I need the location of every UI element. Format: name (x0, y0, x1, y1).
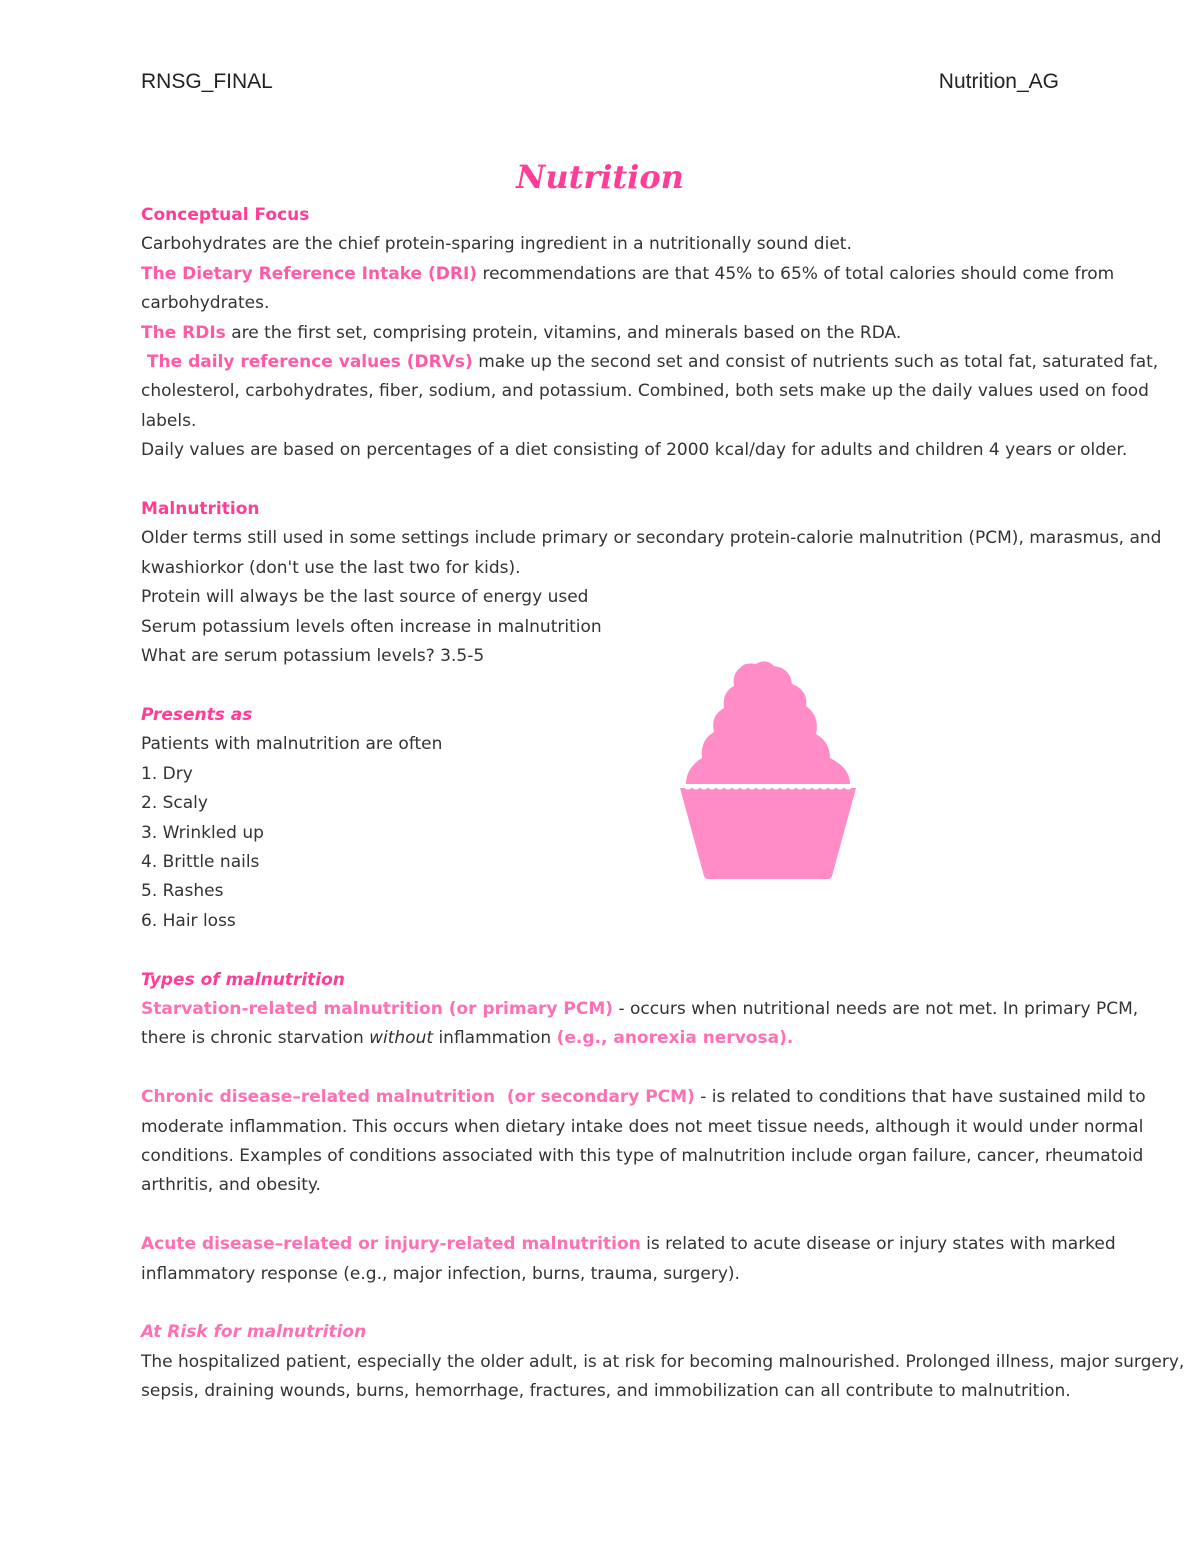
dri-term: The Dietary Reference Intake (DRI) (141, 263, 478, 284)
starvation-text-3: inflammation (433, 1028, 557, 1049)
presents-as-intro: Patients with malnutrition are often (141, 734, 443, 755)
chronic-line-3: conditions. Examples of conditions associated with this type of malnutrition include organ failure, cancer, rheumatoid (141, 1145, 1144, 1166)
dri-text: recommendations are that 45% to 65% of total calories should come from (477, 263, 1115, 284)
drv-text: make up the second set and consist of nutrients such as total fat, saturated fat, (472, 352, 1159, 373)
chronic-term: Chronic disease–related malnutrition (or secondary PCM) (141, 1087, 695, 1108)
starvation-line-2 (141, 1024, 1066, 1053)
starvation-text: - occurs when nutritional needs are not met. In primary PCM, (613, 998, 1139, 1019)
daily-values-line: Daily values are based on percentages of a diet consisting of 2000 kcal/day for adults and children 4 years or older. (141, 440, 1128, 461)
drv-line-3: labels. (141, 410, 197, 431)
conceptual-focus-heading: Conceptual Focus (141, 205, 310, 225)
list-item: 3. Wrinkled up (141, 822, 264, 843)
acute-line-1 (141, 1230, 1116, 1259)
at-risk-heading: At Risk for malnutrition (141, 1322, 367, 1343)
page-header (141, 70, 1059, 100)
acute-term: Acute disease–related or injury-related malnutrition (141, 1234, 641, 1255)
cupcake-image (678, 660, 858, 880)
rdi-text: are the first set, comprising protein, vitamins, and minerals based on the RDA. (225, 322, 902, 343)
malnutrition-line-4: Serum potassium levels often increase in malnutrition (141, 616, 602, 637)
acute-text: is related to acute disease or injury states with marked (640, 1234, 1116, 1255)
header-left-text: RNSG_FINAL (141, 70, 273, 93)
list-item: 1. Dry (141, 763, 193, 784)
dri-line (141, 260, 1115, 289)
document-title: Nutrition (516, 158, 684, 196)
document-body (141, 201, 1185, 1407)
cupcake-edge (684, 786, 852, 789)
rdi-term: The RDIs (141, 322, 226, 343)
starvation-text-2: there is chronic starvation (141, 1028, 370, 1049)
dri-line-2: carbohydrates. (141, 293, 270, 314)
rdi-line (141, 319, 1066, 348)
malnutrition-heading: Malnutrition (141, 499, 260, 520)
at-risk-line-2: sepsis, draining wounds, burns, hemorrhage, fractures, and immobilization can all contribute to malnutrition. (141, 1381, 1071, 1402)
starvation-emphasis: without (369, 1028, 434, 1049)
types-heading: Types of malnutrition (141, 969, 345, 990)
starvation-term: Starvation-related malnutrition (or primary PCM) (141, 998, 614, 1019)
acute-line-2: inflammatory response (e.g., major infection, burns, trauma, surgery). (141, 1263, 740, 1284)
list-item: 4. Brittle nails (141, 851, 260, 872)
drv-line (141, 348, 1159, 377)
chronic-line-4: arthritis, and obesity. (141, 1175, 321, 1196)
list-item: 2. Scaly (141, 793, 208, 814)
chronic-line-1 (141, 1083, 1146, 1112)
malnutrition-line-5: What are serum potassium levels? 3.5-5 (141, 646, 485, 667)
chronic-text: - is related to conditions that have sustained mild to (694, 1087, 1146, 1108)
malnutrition-line-2: kwashiorkor (don't use the last two for kids). (141, 557, 521, 578)
list-item: 6. Hair loss (141, 910, 236, 931)
malnutrition-line-1: Older terms still used in some settings include primary or secondary protein-calorie malnutrition (PCM), marasmus, and (141, 528, 1162, 549)
drv-term: The daily reference values (DRVs) (141, 352, 473, 373)
chronic-line-2: moderate inflammation. This occurs when dietary intake does not meet tissue needs, although it would under normal (141, 1116, 1144, 1137)
header-right-text: Nutrition_AG (938, 70, 1059, 93)
at-risk-line-1: The hospitalized patient, especially the older adult, is at risk for becoming malnourished. Prolonged illness, major surgery, (141, 1351, 1185, 1372)
starvation-example: (e.g., anorexia nervosa). (556, 1028, 794, 1049)
starvation-line-1 (141, 995, 1139, 1024)
list-item: 5. Rashes (141, 881, 224, 902)
malnutrition-line-3: Protein will always be the last source of energy used (141, 587, 589, 608)
presents-as-heading: Presents as (141, 704, 253, 725)
drv-line-2: cholesterol, carbohydrates, fiber, sodium, and potassium. Combined, both sets make up the daily values used on food (141, 381, 1149, 402)
conceptual-focus-p1: Carbohydrates are the chief protein-sparing ingredient in a nutritionally sound diet. (141, 234, 852, 255)
